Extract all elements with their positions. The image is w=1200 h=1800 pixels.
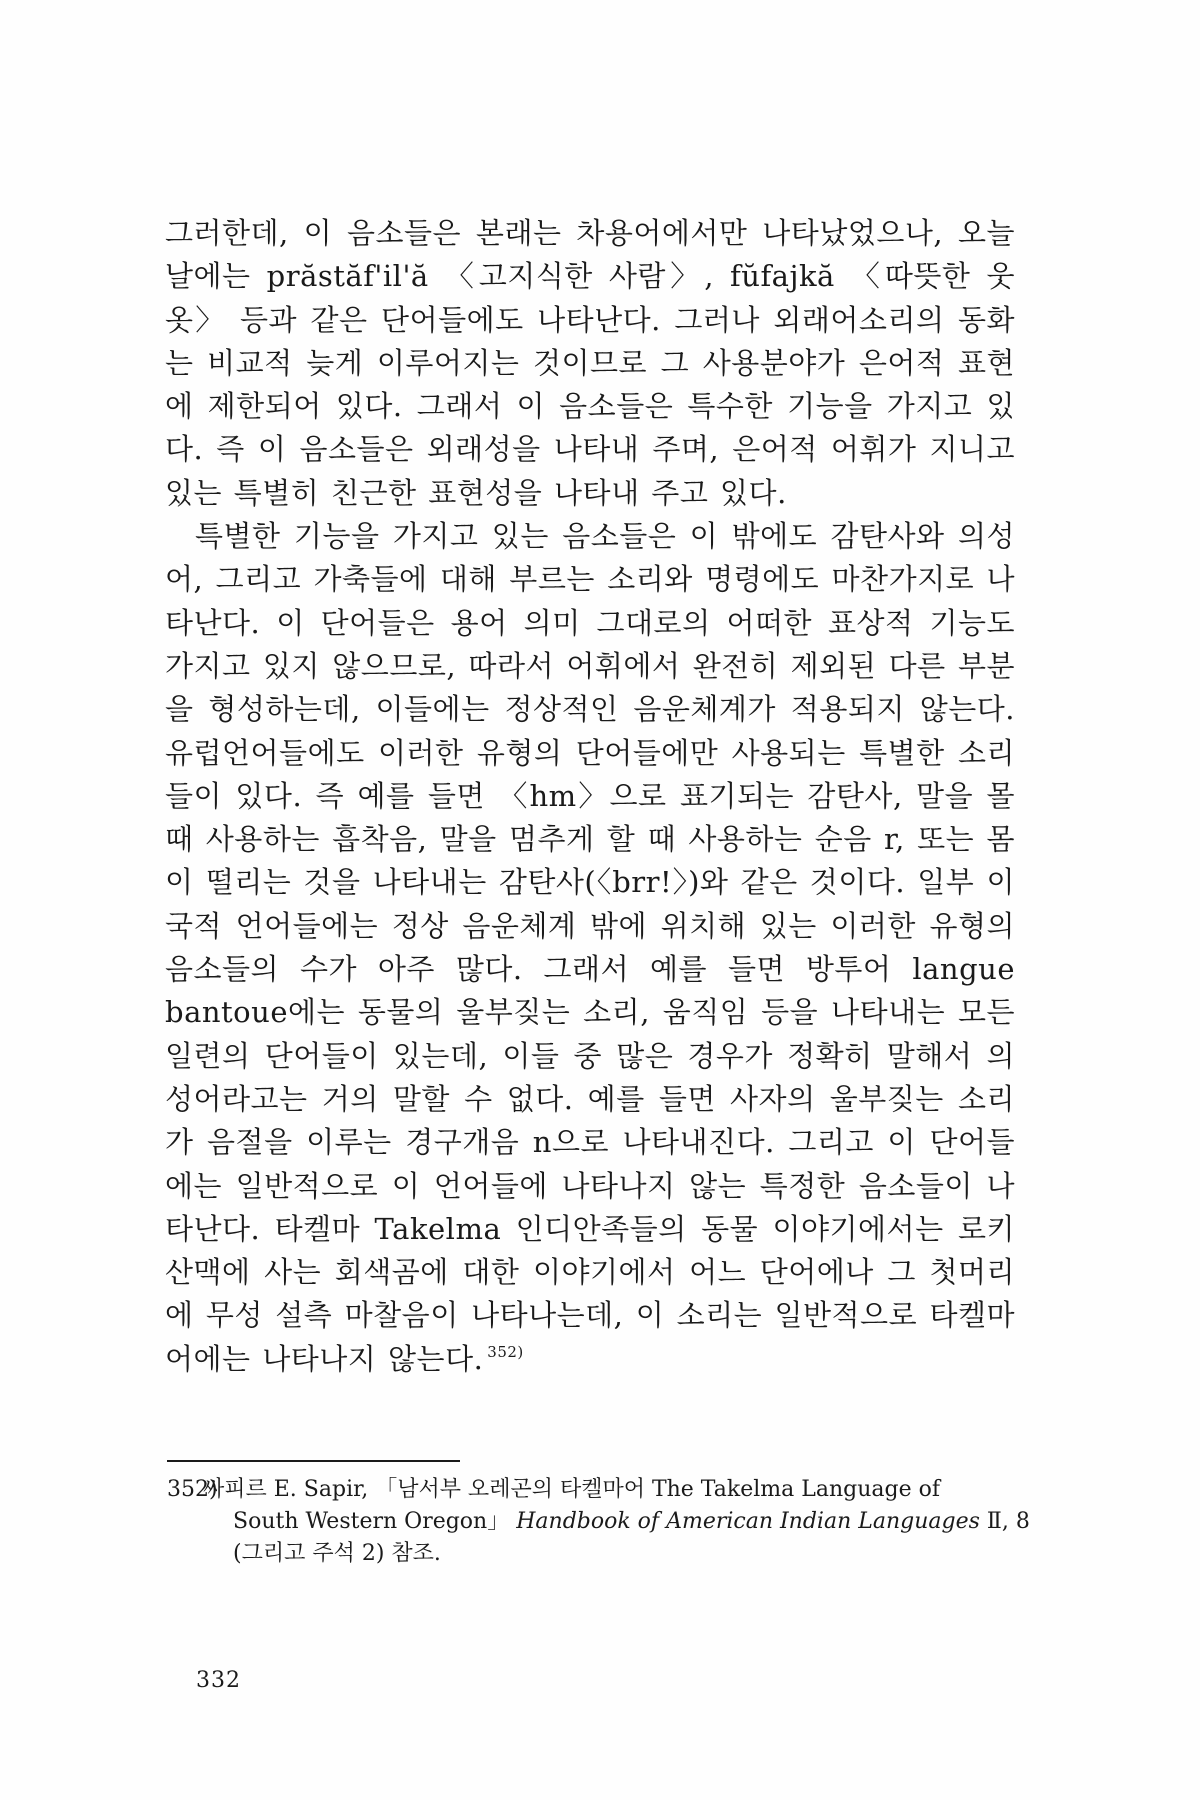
footnote-book-title: Handbook of American Indian Languages xyxy=(516,1509,980,1534)
footnote-citation: 싸피르 E. Sapir, 「남서부 오레곤의 타켈마어 The Takelma Language of xyxy=(203,1477,940,1502)
paragraph-2 xyxy=(165,515,1015,1381)
footnote xyxy=(167,1474,1030,1570)
footnote-line-3 xyxy=(167,1538,1012,1570)
paragraph-1: 그러한데, 이 음소들은 본래는 차용어에서만 나타났었으나, 오늘날에는 prăstăf'il'ă 〈고지식한 사람〉, fŭfajkă 〈따뜻한 웃옷〉 등과 같은 단어들에도 나타난다. 그러나 외래어소리의 동화는 비교적 늦게 이루어지는 것이므로 그 사용분야가 은어적 표현에 제한되어 있다. 그래서 이 음소들은 특수한 기능을 가지고 있다. 즉 이 음소들은 외래성을 나타내 주며, 은어적 어휘가 지니고 있는 특별히 친근한 표현성을 나타내 주고 있다. xyxy=(165,216,1015,510)
footnote-volume: Ⅱ, 8 xyxy=(986,1509,1030,1534)
footnote-see-also: (그리고 주석 2) 참조. xyxy=(233,1541,441,1566)
footnote-line-1 xyxy=(167,1474,1012,1506)
footnote-number: 352) xyxy=(167,1477,218,1502)
footnote-divider xyxy=(167,1460,460,1462)
footnote-line-2 xyxy=(167,1506,1030,1538)
footnote-reference[interactable]: 352) xyxy=(487,1342,524,1361)
body-text xyxy=(165,212,1015,1381)
page-number: 332 xyxy=(196,1668,241,1693)
paragraph-2-text: 특별한 기능을 가지고 있는 음소들은 이 밖에도 감탄사와 의성어, 그리고 가축들에 대해 부르는 소리와 명령에도 마찬가지로 나타난다. 이 단어들은 용어 의미 그대로의 어떠한 표상적 기능도 가지고 있지 않으므로, 따라서 어휘에서 완전히 제외된 다른 부분을 형성하는데, 이들에는 정상적인 음운체계가 적용되지 않는다. 유럽언어들에도 이러한 유형의 단어들에만 사용되는 특별한 소리들이 있다. 즉 예를 들면 〈hm〉으로 표기되는 감탄사, 말을 몰 때 사용하는 흡착음, 말을 멈추게 할 때 사용하는 순음 r, 또는 몸이 떨리는 것을 나타내는 감탄사(〈brr!〉)와 같은 것이다. 일부 이국적 언어들에는 정상 음운체계 밖에 위치해 있는 이러한 유형의 음소들의 수가 아주 많다. 그래서 예를 들면 방투어 langue bantoue에는 동물의 울부짖는 소리, 움직임 등을 나타내는 모든 일련의 단어들이 있는데, 이들 중 많은 경우가 정확히 말해서 의성어라고는 거의 말할 수 없다. 예를 들면 사자의 울부짖는 소리가 음절을 이루는 경구개음 n으로 나타내진다. 그리고 이 단어들에는 일반적으로 이 언어들에 나타나지 않는 특정한 음소들이 나타난다. 타켈마 Takelma 인디안족들의 동물 이야기에서는 로키산맥에 사는 회색곰에 대한 이야기에서 어느 단어에나 그 첫머리에 무성 설측 마찰음이 나타나는데, 이 소리는 일반적으로 타켈마어에는 나타나지 않는다. xyxy=(165,519,1015,1376)
footnote-citation-title: South Western Oregon」 xyxy=(233,1509,510,1534)
